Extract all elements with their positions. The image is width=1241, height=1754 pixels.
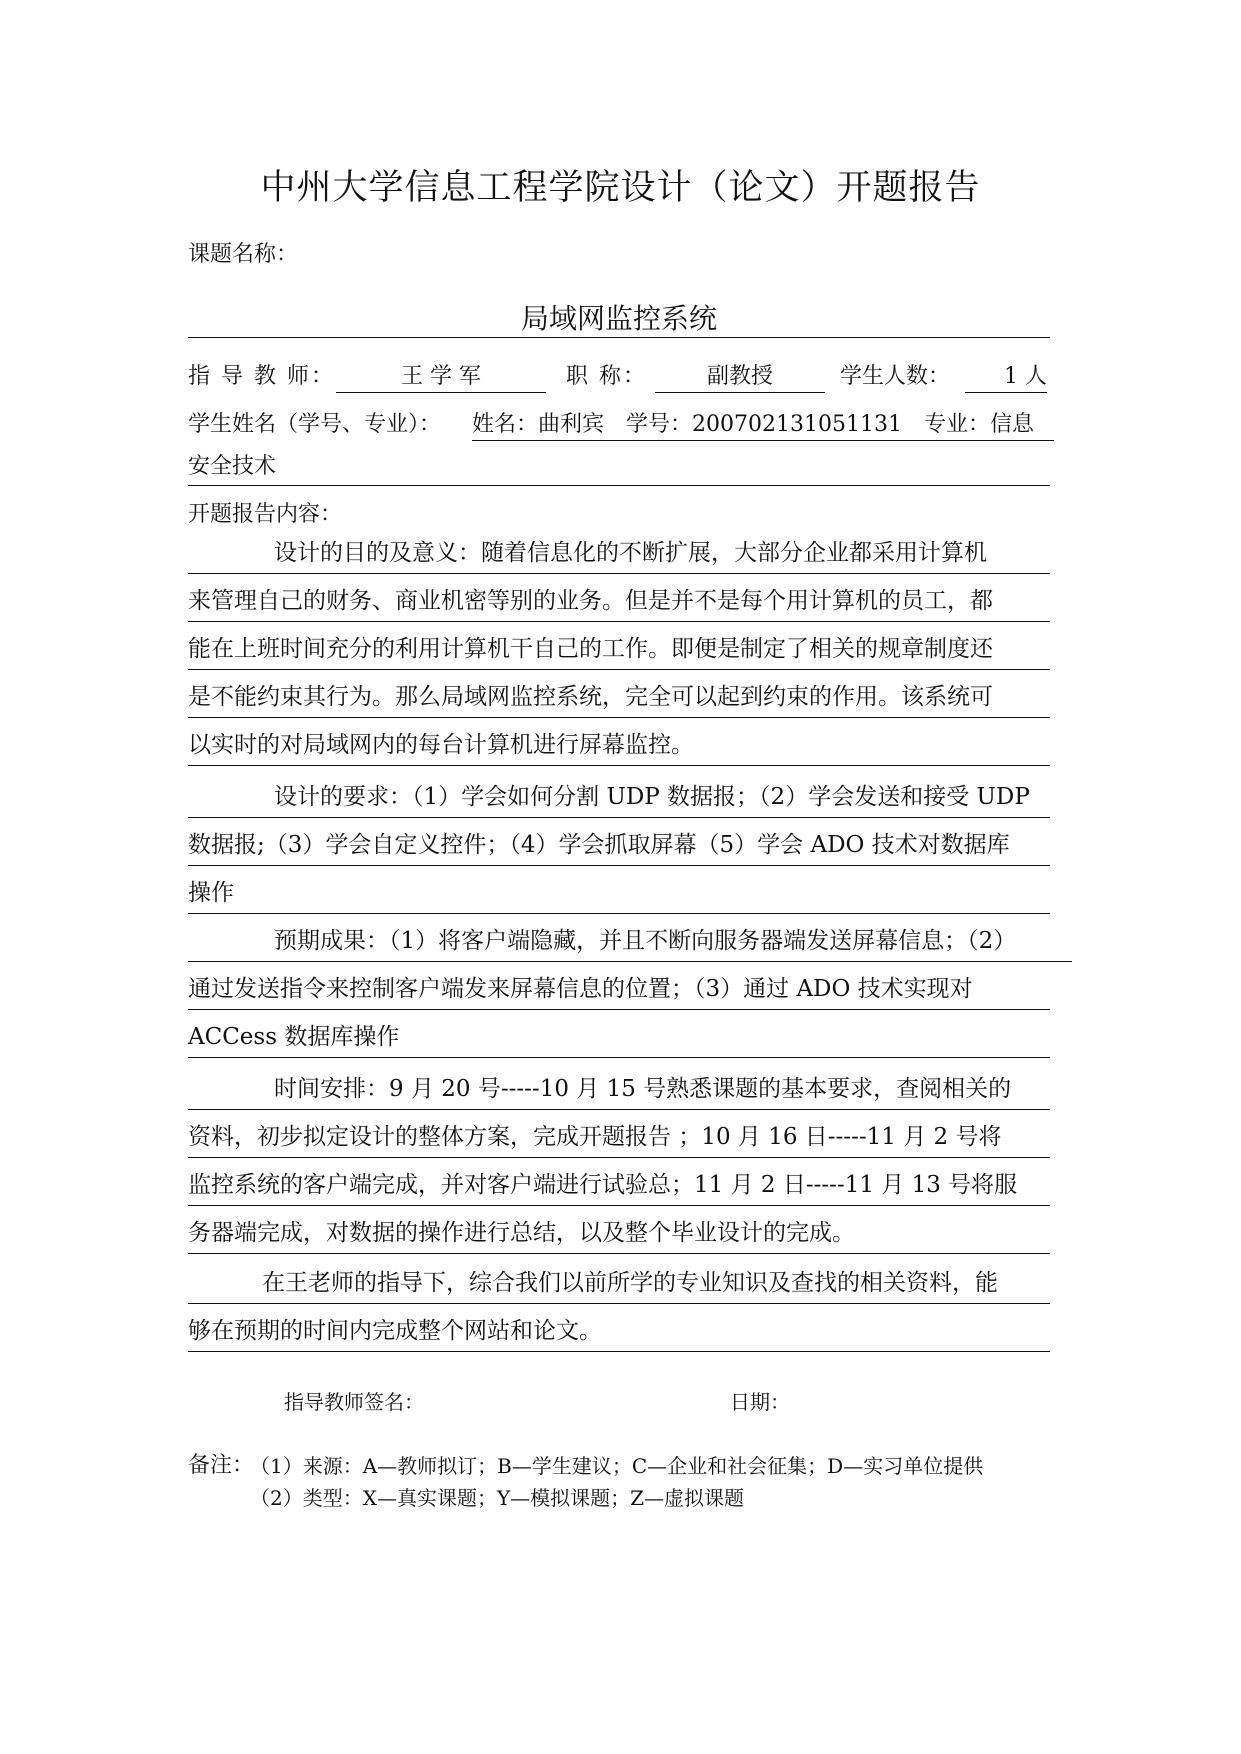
closing-line: 在王老师的指导下，综合我们以前所学的专业知识及查找的相关资料，能 <box>188 1263 1050 1304</box>
rank-value: 副教授 <box>655 362 825 393</box>
notes-line-2: （2）类型：X—真实课题；Y—模拟课题；Z—虚拟课题 <box>250 1486 745 1510</box>
schedule-line: 时间安排：9 月 20 号-----10 月 15 号熟悉课题的基本要求，查阅相关的 <box>188 1069 1050 1110</box>
purpose-line: 设计的目的及意义：随着信息化的不断扩展，大部分企业都采用计算机 <box>188 533 1050 574</box>
page-title: 中州大学信息工程学院设计（论文）开题报告 <box>260 168 981 208</box>
student-info-line2: 安全技术 <box>188 449 1050 486</box>
notes-label: 备注： <box>188 1453 255 1478</box>
purpose-line: 来管理自己的财务、商业机密等别的业务。但是并不是每个用计算机的员工，都 <box>188 581 1050 622</box>
students-count-label: 学生人数： <box>840 364 951 389</box>
requirements-line: 数据报;（3）学会自定义控件；（4）学会抓取屏幕（5）学会 ADO 技术对数据库 <box>188 825 1050 866</box>
topic-value: 局域网监控系统 <box>520 302 717 335</box>
student-info-label: 学生姓名（学号、专业）： <box>188 412 442 437</box>
advisor-signature-label: 指导教师签名： <box>284 1390 424 1414</box>
results-line: 预期成果：（1）将客户端隐藏，并且不断向服务器端发送屏幕信息；（2） <box>188 921 1072 962</box>
purpose-line: 能在上班时间充分的利用计算机干自己的工作。即便是制定了相关的规章制度还 <box>188 629 1050 670</box>
report-content-label: 开题报告内容： <box>188 502 343 527</box>
requirements-line: 操作 <box>188 873 1050 914</box>
topic-underline <box>188 337 1050 338</box>
rank-label: 职 称： <box>566 364 647 389</box>
results-line: 通过发送指令来控制客户端发来屏幕信息的位置；（3）通过 ADO 技术实现对 <box>188 969 1050 1010</box>
topic-label: 课题名称： <box>188 242 299 267</box>
closing-line: 够在预期的时间内完成整个网站和论文。 <box>188 1311 1050 1352</box>
advisor-value: 王 学 军 <box>336 362 546 393</box>
schedule-line: 监控系统的客户端完成，并对客户端进行试验总；11 月 2 日-----11 月 13 号将服 <box>188 1165 1050 1206</box>
students-count-value: 1 人 <box>965 362 1047 393</box>
student-info-line1: 姓名：曲利宾 学号：200702131051131 专业：信息 <box>472 410 1054 441</box>
purpose-line: 是不能约束其行为。那么局域网监控系统，完全可以起到约束的作用。该系统可 <box>188 677 1050 718</box>
purpose-line: 以实时的对局域网内的每台计算机进行屏幕监控。 <box>188 725 1050 766</box>
schedule-line: 资料，初步拟定设计的整体方案，完成开题报告 ；10 月 16 日-----11 月 2 号将 <box>188 1117 1050 1158</box>
date-label: 日期： <box>730 1390 790 1414</box>
schedule-line: 务器端完成，对数据的操作进行总结，以及整个毕业设计的完成。 <box>188 1213 1050 1254</box>
requirements-line: 设计的要求：（1）学会如何分割 UDP 数据报；（2）学会发送和接受 UDP <box>188 777 1050 818</box>
advisor-label: 指 导 教 师： <box>188 364 335 389</box>
results-line: ACCess 数据库操作 <box>188 1017 1050 1058</box>
notes-line-1: （1）来源：A—教师拟订；B—学生建议；C—企业和社会征集；D—实习单位提供 <box>250 1454 984 1478</box>
